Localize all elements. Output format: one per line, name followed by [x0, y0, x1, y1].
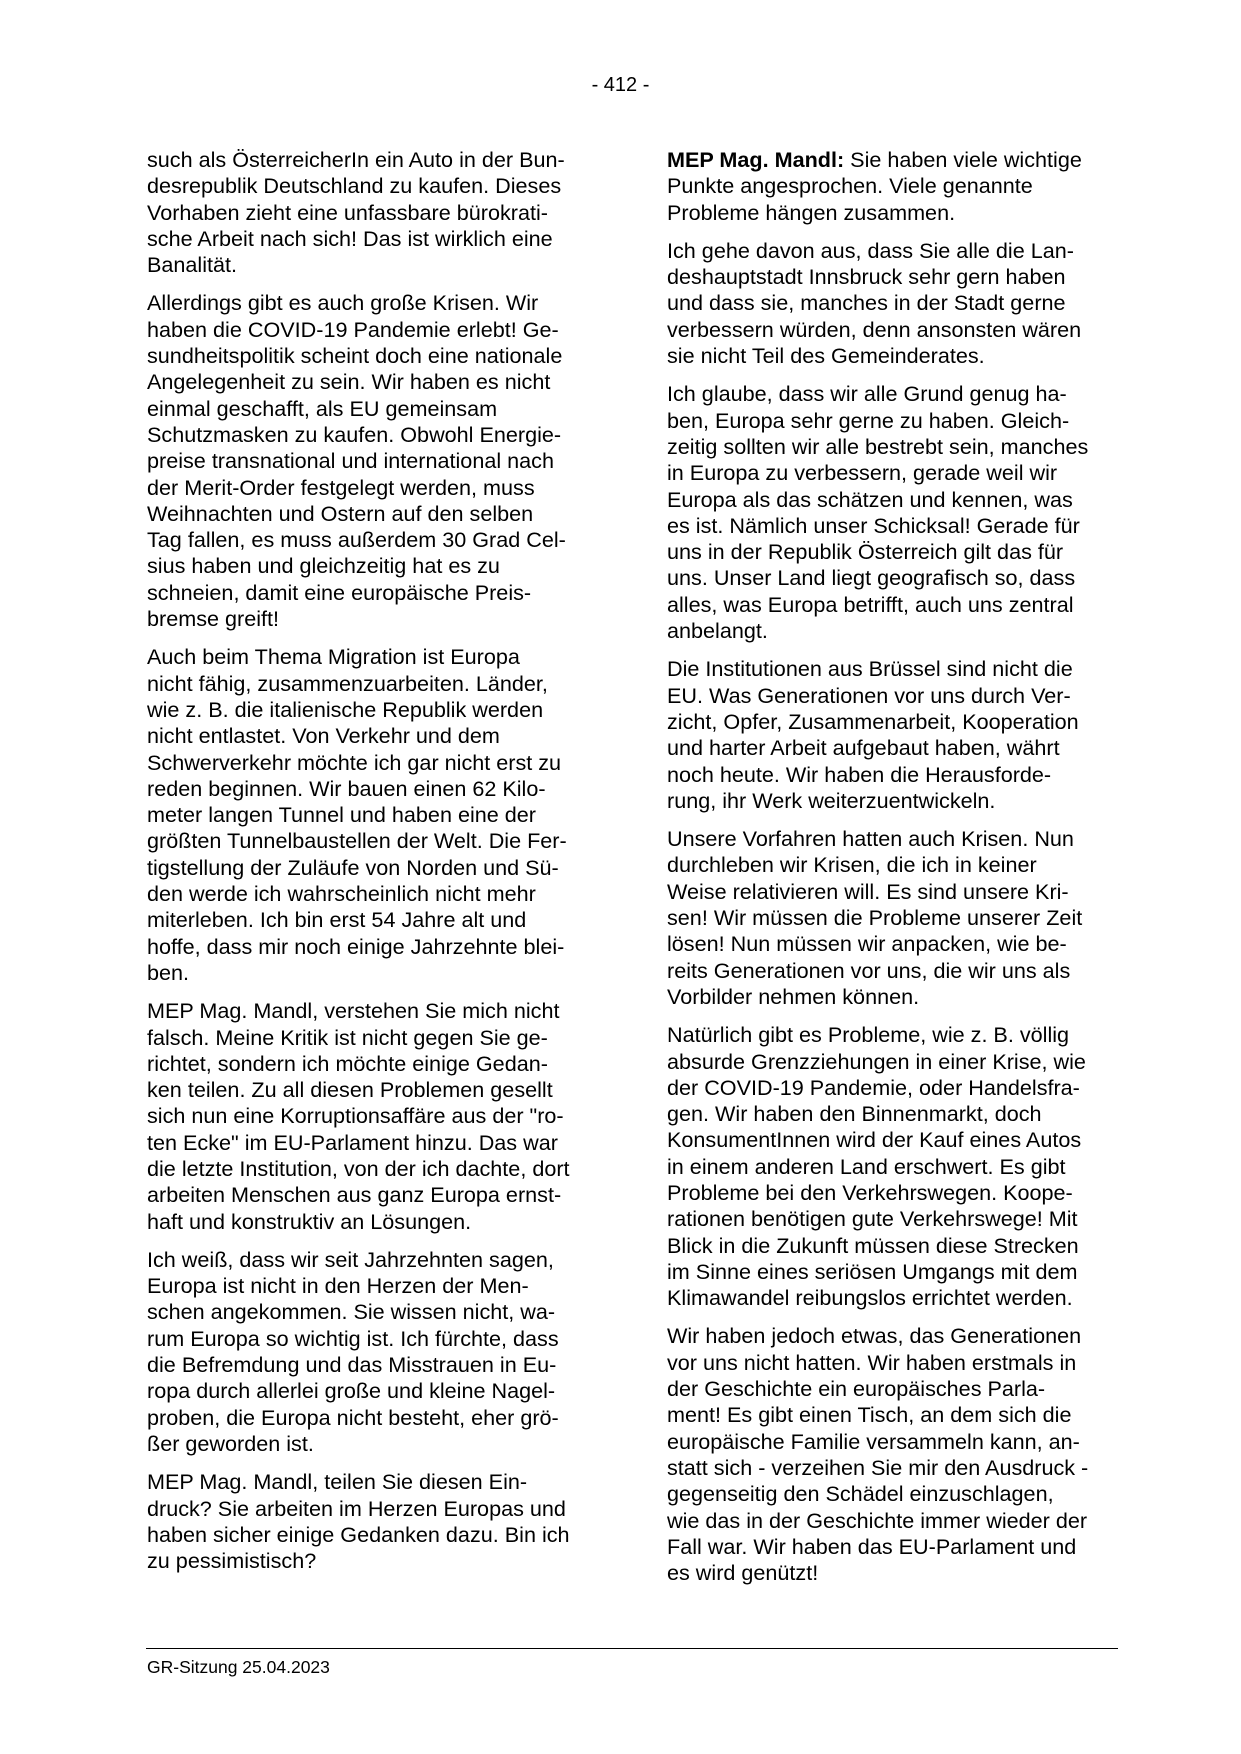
line: EU. Was Generationen vor uns durch Ver-: [667, 682, 1071, 708]
line: desrepublik Deutschland zu kaufen. Dieses: [147, 173, 562, 199]
line: ben.: [147, 959, 190, 985]
line: ken teilen. Zu all diesen Problemen gesellt: [147, 1077, 553, 1103]
line: und harter Arbeit aufgebaut haben, währt: [667, 735, 1060, 761]
line: reden beginnen. Wir bauen einen 62 Kilo-: [147, 775, 546, 801]
paragraph: [147, 1247, 602, 1457]
line: bremse greift!: [147, 606, 280, 632]
paragraph: [147, 644, 602, 986]
line: Sie haben viele wichtige: [844, 147, 1082, 172]
line: statt sich - verzeihen Sie mir den Ausdruck -: [667, 1454, 1089, 1480]
line: sius haben und gleichzeitig hat es zu: [147, 553, 500, 579]
footer-session-date: GR-Sitzung 25.04.2023: [147, 1657, 330, 1677]
line: Angelegenheit zu sein. Wir haben es nicht: [147, 369, 551, 395]
line: wie das in der Geschichte immer wieder der: [667, 1507, 1088, 1533]
line: ropa durch allerlei große und kleine Nagel-: [147, 1378, 556, 1404]
paragraph: [147, 998, 602, 1235]
line: Schutzmasken zu kaufen. Obwohl Energie-: [147, 421, 562, 447]
line: meter langen Tunnel und haben eine der: [147, 802, 536, 828]
paragraph: [147, 147, 602, 278]
line: Weise relativieren will. Es sind unsere Kri-: [667, 878, 1069, 904]
line: Vorbilder nehmen können.: [667, 983, 920, 1009]
line: haft und konstruktiv an Lösungen.: [147, 1208, 472, 1234]
line: absurde Grenzziehungen in einer Krise, wie: [667, 1048, 1086, 1074]
line: hoffe, dass mir noch einige Jahrzehnte blei-: [147, 933, 565, 959]
line: schen angekommen. Sie wissen nicht, wa-: [147, 1299, 556, 1325]
line: Wir haben jedoch etwas, das Generationen: [667, 1323, 1082, 1349]
line: den werde ich wahrscheinlich nicht mehr: [147, 881, 536, 907]
paragraph: [667, 1022, 1122, 1311]
line: die Befremdung und das Misstrauen in Eu-: [147, 1352, 557, 1378]
line: sich nun eine Korruptionsaffäre aus der "ro-: [147, 1103, 564, 1129]
line: sundheitspolitik scheint doch eine nationale: [147, 343, 563, 369]
line: rationen benötigen gute Verkehrswege! Mit: [667, 1206, 1078, 1232]
line: rum Europa so wichtig ist. Ich fürchte, dass: [147, 1325, 559, 1351]
right-column: [667, 147, 1122, 1598]
line: tigstellung der Zuläufe von Norden und Sü-: [147, 854, 559, 880]
line: zicht, Opfer, Zusammenarbeit, Kooperation: [667, 708, 1079, 734]
line: in Europa zu verbessern, gerade weil wir: [667, 460, 1058, 486]
line: such als ÖsterreicherIn ein Auto in der Bun-: [147, 147, 565, 172]
paragraph: [667, 381, 1122, 644]
line: Fall war. Wir haben das EU-Parlament und: [667, 1533, 1077, 1559]
line: Die Institutionen aus Brüssel sind nicht die: [667, 656, 1073, 682]
page-number: - 412 -: [591, 74, 650, 96]
line: miterleben. Ich bin erst 54 Jahre alt und: [147, 907, 527, 933]
line: druck? Sie arbeiten im Herzen Europas und: [147, 1495, 566, 1521]
line: der COVID-19 Pandemie, oder Handelsfra-: [667, 1074, 1080, 1100]
line: KonsumentInnen wird der Kauf eines Autos: [667, 1127, 1082, 1153]
paragraph: [667, 656, 1122, 814]
line: haben die COVID-19 Pandemie erlebt! Ge-: [147, 316, 559, 342]
line: reits Generationen vor uns, die wir uns als: [667, 957, 1071, 983]
line: in einem anderen Land erschwert. Es gibt: [667, 1153, 1066, 1179]
line: alles, was Europa betrifft, auch uns zentral: [667, 591, 1074, 617]
line: verbessern würden, denn ansonsten wären: [667, 316, 1082, 342]
line: Ich glaube, dass wir alle Grund genug ha-: [667, 381, 1067, 407]
line: es wird genützt!: [667, 1560, 819, 1586]
line: einmal geschafft, als EU gemeinsam: [147, 395, 498, 421]
line: gen. Wir haben den Binnenmarkt, doch: [667, 1101, 1042, 1127]
line: Punkte angesprochen. Viele genannte: [667, 173, 1033, 199]
line: preise transnational und international nach: [147, 448, 554, 474]
line: sche Arbeit nach sich! Das ist wirklich eine: [147, 225, 553, 251]
line: nicht entlastet. Von Verkehr und dem: [147, 723, 500, 749]
line: rung, ihr Werk weiterzuentwickeln.: [667, 787, 996, 813]
line: uns. Unser Land liegt geografisch so, dass: [667, 565, 1076, 591]
line: zeitig sollten wir alle bestrebt sein, manches: [667, 433, 1089, 459]
line: uns in der Republik Österreich gilt das für: [667, 539, 1064, 565]
left-column: [147, 147, 602, 1586]
line: sie nicht Teil des Gemeinderates.: [667, 343, 985, 369]
line: Europa ist nicht in den Herzen der Men-: [147, 1273, 529, 1299]
line: gegenseitig den Schädel einzuschlagen,: [667, 1481, 1054, 1507]
line: MEP Mag. Mandl, verstehen Sie mich nicht: [147, 998, 560, 1024]
line: größten Tunnelbaustellen der Welt. Die Fer-: [147, 828, 567, 854]
line: vor uns nicht hatten. Wir haben erstmals in: [667, 1349, 1077, 1375]
line: Allerdings gibt es auch große Krisen. Wir: [147, 290, 539, 316]
line: anbelangt.: [667, 618, 768, 644]
paragraph: [667, 238, 1122, 369]
line: lösen! Nun müssen wir anpacken, wie be-: [667, 931, 1067, 957]
line: Ich weiß, dass wir seit Jahrzehnten sagen,: [147, 1246, 554, 1272]
line: ben, Europa sehr gerne zu haben. Gleich-: [667, 407, 1070, 433]
line: noch heute. Wir haben die Herausforde-: [667, 761, 1052, 787]
line: Banalität.: [147, 252, 238, 278]
line: Tag fallen, es muss außerdem 30 Grad Cel-: [147, 527, 566, 553]
line: es ist. Nämlich unser Schicksal! Gerade für: [667, 512, 1080, 538]
line: Klimawandel reibungslos errichtet werden.: [667, 1285, 1073, 1311]
paragraph: [667, 1323, 1122, 1586]
line: richtet, sondern ich möchte einige Gedan-: [147, 1050, 548, 1076]
line: durchleben wir Krisen, die ich in keiner: [667, 852, 1037, 878]
line: nicht fähig, zusammenzuarbeiten. Länder,: [147, 670, 548, 696]
line: Probleme hängen zusammen.: [667, 199, 956, 225]
paragraph: [147, 290, 602, 632]
right-column-body: [667, 238, 1122, 1587]
footer-divider: [146, 1648, 1118, 1649]
line: zu pessimistisch?: [147, 1548, 317, 1574]
line: MEP Mag. Mandl, teilen Sie diesen Ein-: [147, 1469, 528, 1495]
line: wie z. B. die italienische Republik werden: [147, 696, 544, 722]
line: proben, die Europa nicht besteht, eher grö-: [147, 1404, 559, 1430]
speaker-name: MEP Mag. Mandl:: [667, 147, 845, 172]
line: schneien, damit eine europäische Preis-: [147, 579, 532, 605]
line: der Merit-Order festgelegt werden, muss: [147, 474, 535, 500]
line: europäische Familie versammeln kann, an-: [667, 1428, 1080, 1454]
paragraph: [147, 1469, 602, 1574]
line: im Sinne eines seriösen Umgangs mit dem: [667, 1258, 1078, 1284]
line: der Geschichte ein europäisches Parla-: [667, 1376, 1046, 1402]
line: haben sicher einige Gedanken dazu. Bin ich: [147, 1521, 570, 1547]
line: Probleme bei den Verkehrswegen. Koope-: [667, 1179, 1073, 1205]
line: Auch beim Thema Migration ist Europa: [147, 644, 520, 670]
line: arbeiten Menschen aus ganz Europa ernst-: [147, 1182, 562, 1208]
line: ten Ecke" im EU-Parlament hinzu. Das war: [147, 1129, 558, 1155]
line: Europa als das schätzen und kennen, was: [667, 486, 1073, 512]
line: Ich gehe davon aus, dass Sie alle die Lan-: [667, 237, 1074, 263]
line: falsch. Meine Kritik ist nicht gegen Sie ge-: [147, 1024, 548, 1050]
line: sen! Wir müssen die Probleme unserer Zeit: [667, 905, 1083, 931]
line: und dass sie, manches in der Stadt gerne: [667, 290, 1066, 316]
line: ßer geworden ist.: [147, 1430, 314, 1456]
line: Vorhaben zieht eine unfassbare bürokrati-: [147, 199, 548, 225]
line: Blick in die Zukunft müssen diese Strecken: [667, 1232, 1079, 1258]
line: Unsere Vorfahren hatten auch Krisen. Nun: [667, 826, 1074, 852]
line: deshauptstadt Innsbruck sehr gern haben: [667, 264, 1066, 290]
paragraph: [667, 826, 1122, 1010]
speaker-paragraph: [667, 147, 1122, 226]
line: Natürlich gibt es Probleme, wie z. B. völlig: [667, 1022, 1070, 1048]
line: ment! Es gibt einen Tisch, an dem sich die: [667, 1402, 1072, 1428]
line: die letzte Institution, von der ich dachte, dort: [147, 1155, 570, 1181]
line: Schwerverkehr möchte ich gar nicht erst zu: [147, 749, 562, 775]
line: Weihnachten und Ostern auf den selben: [147, 500, 534, 526]
